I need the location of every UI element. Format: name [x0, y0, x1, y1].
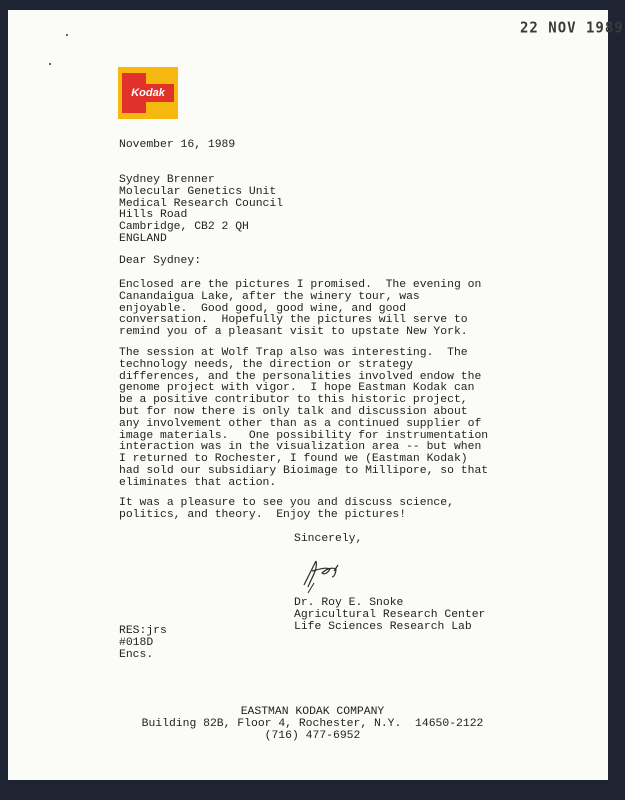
paragraph-line: interaction was in the visualization area -- but when	[119, 441, 482, 454]
paragraph-line: enjoyable. Good good, good wine, and good	[119, 302, 407, 315]
paragraph-line: genome project with vigor. I hope Eastman Kodak can	[119, 382, 475, 395]
date-received-stamp: 22 NOV 1989	[520, 19, 624, 37]
closing: Sincerely,	[294, 533, 363, 545]
speck	[66, 34, 68, 36]
address-line: ENGLAND	[119, 233, 167, 245]
paragraph-line: Canandaigua Lake, after the winery tour, was	[119, 290, 420, 303]
paragraph-line: but for now there is only talk and discussion about	[119, 406, 468, 418]
address-line: Cambridge, CB2 2 QH	[119, 221, 249, 234]
paragraph-line: politics, and theory. Enjoy the pictures!	[119, 508, 407, 521]
paragraph-line: Enclosed are the pictures I promised. The evening on	[119, 279, 482, 291]
letter-date: November 16, 1989	[119, 139, 236, 151]
signer-line: Agricultural Research Center	[294, 608, 486, 621]
paragraph-line: The session at Wolf Trap also was interesting. The	[119, 347, 468, 359]
reference-line: Encs.	[119, 648, 154, 661]
paragraph-line: any involvement other than as a continued supplier of	[119, 417, 482, 430]
address-line: Molecular Genetics Unit	[119, 185, 277, 198]
paragraph-line: had sold our subsidiary Bioimage to Millipore, so that	[119, 465, 489, 477]
reference-line: #018D	[119, 636, 154, 649]
paragraph-line: differences, and the personalities involved endow the	[119, 370, 482, 383]
speck	[49, 63, 51, 65]
paragraph-line: be a positive contributor to this historic project,	[119, 394, 468, 407]
salutation: Dear Sydney:	[119, 255, 202, 267]
paragraph-line: conversation. Hopefully the pictures will serve to	[119, 314, 468, 327]
footer-line: EASTMAN KODAK COMPANY	[240, 706, 385, 718]
address-line: Sydney Brenner	[119, 174, 215, 186]
address-line: Hills Road	[119, 209, 188, 222]
footer-line: Building 82B, Floor 4, Rochester, N.Y. 14650-2122	[141, 717, 484, 730]
paragraph-line: eliminates that action.	[119, 476, 277, 489]
paragraph-line: remind you of a pleasant visit to upstate New York.	[119, 326, 468, 339]
logo-wordmark: Kodak	[122, 84, 174, 102]
signer-line: Dr. Roy E. Snoke	[294, 597, 404, 609]
paragraph-line: image materials. One possibility for instrumentation	[119, 429, 489, 442]
kodak-logo	[118, 67, 178, 119]
signer-line: Life Sciences Research Lab	[294, 620, 472, 633]
reference-line: RES:jrs	[119, 625, 167, 637]
paragraph-line: I returned to Rochester, I found we (Eastman Kodak)	[119, 453, 468, 466]
address-line: Medical Research Council	[119, 197, 284, 210]
paragraph-line: technology needs, the direction or strategy	[119, 358, 413, 371]
footer-line: (716) 477-6952	[264, 729, 361, 742]
signature	[298, 547, 358, 595]
paragraph-line: It was a pleasure to see you and discuss science,	[119, 497, 454, 509]
